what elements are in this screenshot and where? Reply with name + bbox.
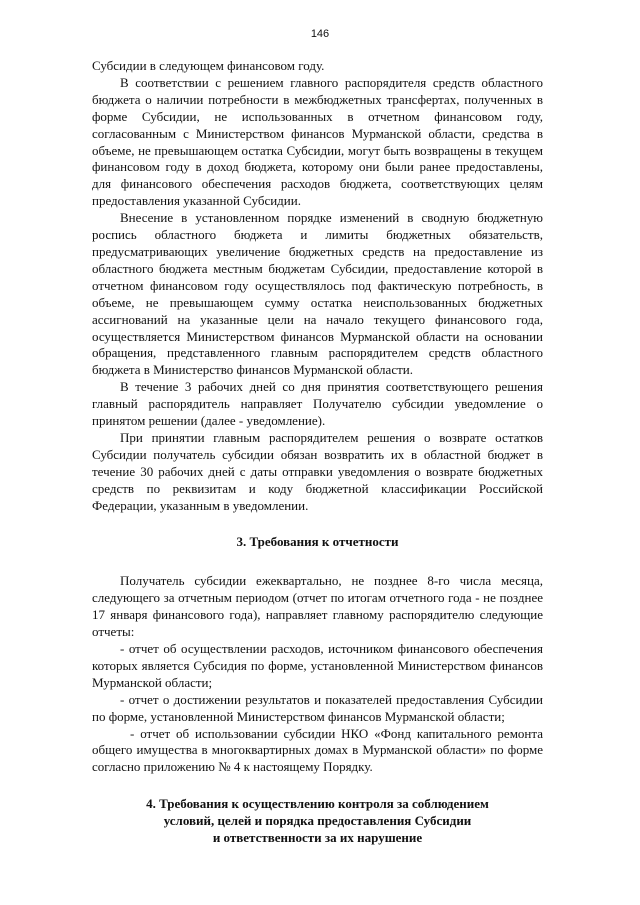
- list-item: - отчет об осуществлении расходов, источником финансового обеспечения которых является Субсидия по форме, установленной Министерством финансов Мурманской области;: [92, 641, 543, 690]
- section-heading-line: 4. Требования к осуществлению контроля за соблюдением: [146, 796, 489, 812]
- section-heading-3: 3. Требования к отчетности: [236, 534, 399, 550]
- paragraph: Внесение в установленном порядке изменений в сводную бюджетную роспись областного бюджета и лимиты бюджетных обязательств, предусматривающих увеличение бюджетных средств на предоставление из областного бюджета местным бюджетам Субсидии, предоставление которой в отчетном финансовом году осуществлялось под фактическую потребность, в объеме, не превышающем сумму остатка неиспользованных бюджетных ассигнований на указанные цели на начало текущего финансового года, осуществляется Министерством финансов Мурманской области на основании обращения, представленного главным распорядителем средств областного бюджета в Министерство финансов Мурманской области.: [92, 210, 543, 378]
- paragraph: В течение 3 рабочих дней со дня принятия соответствующего решения главный распорядитель направляет Получателю субсидии уведомление о принятом решении (далее - уведомление).: [92, 379, 543, 429]
- paragraph: При принятии главным распорядителем решения о возврате остатков Субсидии получатель субсидии обязан возвратить их в областной бюджет в течение 30 рабочих дней с даты отправки уведомления о возврате бюджетных средств по реквизитам и коду бюджетной классификации Российской Федерации, указанным в уведомлении.: [92, 429, 543, 513]
- list-item: - отчет о достижении результатов и показателей предоставления Субсидии по форме, установленной Министерством финансов Мурманской области;: [92, 691, 543, 724]
- section-heading-line: условий, целей и порядка предоставления Субсидии: [163, 813, 472, 829]
- section-heading-4: [92, 796, 543, 847]
- page-number: 146: [310, 28, 330, 40]
- section-heading-line: и ответственности за их нарушение: [212, 830, 423, 846]
- document-body: [92, 58, 543, 847]
- list-item: - отчет об использовании субсидии НКО «Фонд капитального ремонта общего имущества в многоквартирных домах в Мурманской области» по форме согласно приложению № 4 к настоящему Порядку.: [92, 725, 543, 775]
- paragraph: Субсидии в следующем финансовом году.: [92, 58, 325, 73]
- paragraph: В соответствии с решением главного распорядителя средств областного бюджета о наличии потребности в межбюджетных трансфертах, полученных в форме Субсидии, не использованных в отчетном финансовом году, согласованным с Министерством финансов Мурманской области, средства в объеме, не превышающем остатка Субсидии, могут быть возвращены в текущем финансовом году в доход бюджета, которому они были ранее предоставлены, для финансового обеспечения расходов бюджета, соответствующих целям предоставления указанной Субсидии.: [92, 74, 543, 209]
- paragraph: Получатель субсидии ежеквартально, не позднее 8-го числа месяца, следующего за отчетным периодом (отчет по итогам отчетного года - не позднее 17 января финансового года), направляет главному распорядителю следующие отчеты:: [92, 573, 543, 640]
